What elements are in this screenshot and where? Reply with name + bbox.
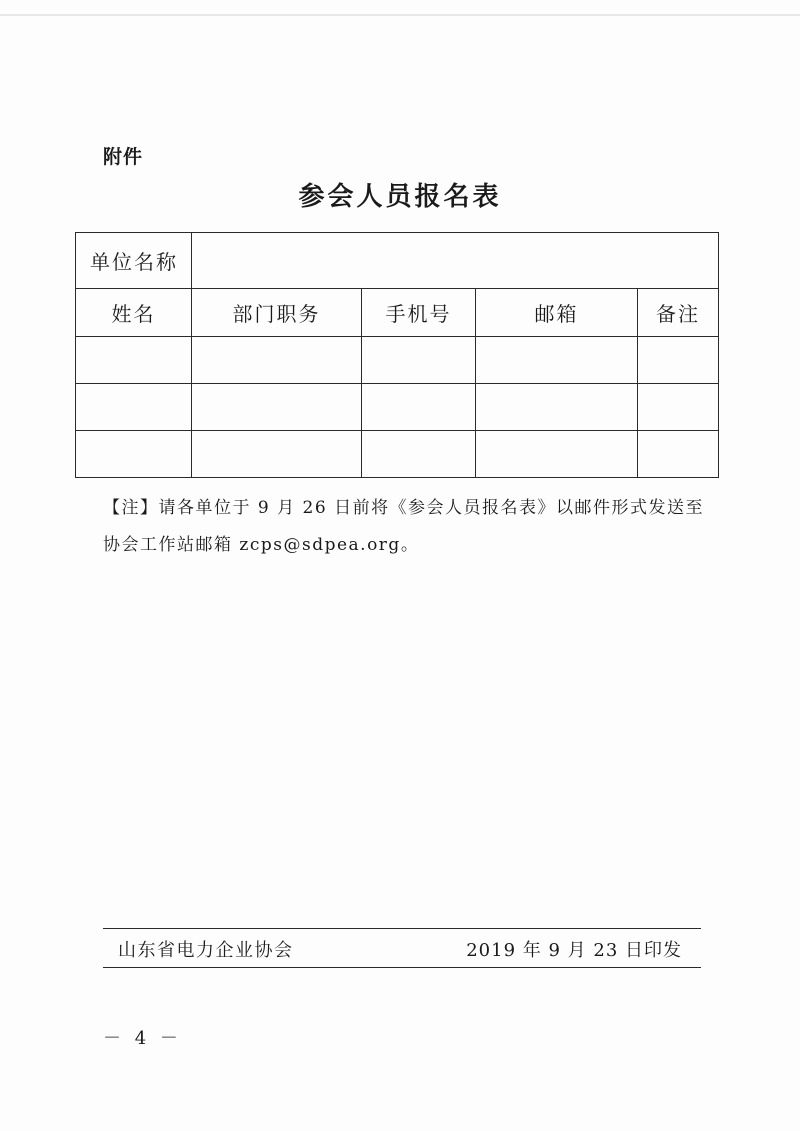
note-line-2: 协会工作站邮箱 zcps@sdpea.org。 (103, 535, 420, 555)
table-header-row (76, 289, 719, 337)
table-row (76, 337, 719, 384)
table-cell (476, 337, 638, 384)
table-cell (192, 431, 362, 478)
table-cell (362, 337, 476, 384)
table-cell (362, 384, 476, 431)
unit-name-label: 单位名称 (76, 233, 192, 289)
table-cell (192, 384, 362, 431)
table-cell (638, 431, 719, 478)
issuer-name: 山东省电力企业协会 (118, 940, 294, 961)
submission-note (103, 490, 723, 564)
table-cell (76, 431, 192, 478)
header-department-position: 部门职务 (192, 289, 362, 337)
header-email: 邮箱 (476, 289, 638, 337)
header-phone: 手机号 (362, 289, 476, 337)
issue-date: 2019 年 9 月 23 日印发 (466, 940, 682, 961)
table-cell (76, 337, 192, 384)
table-cell (476, 384, 638, 431)
note-line-1: 【注】请各单位于 9 月 26 日前将《参会人员报名表》以邮件形式发送至 (103, 498, 705, 518)
unit-name-row (76, 233, 719, 289)
scan-artifact-line (0, 14, 800, 16)
table-row (76, 384, 719, 431)
table-cell (638, 384, 719, 431)
unit-name-cell (192, 233, 719, 289)
header-remarks: 备注 (638, 289, 719, 337)
page-number: － 4 － (103, 1028, 182, 1049)
footer-top-rule (103, 928, 701, 929)
table-cell (476, 431, 638, 478)
table-cell (192, 337, 362, 384)
registration-table (75, 232, 719, 478)
header-name: 姓名 (76, 289, 192, 337)
table-row (76, 431, 719, 478)
table-cell (362, 431, 476, 478)
table-cell (76, 384, 192, 431)
document-title: 参会人员报名表 (298, 182, 502, 212)
footer-bottom-rule (103, 967, 701, 968)
table-cell (638, 337, 719, 384)
attachment-label: 附件 (103, 146, 144, 168)
